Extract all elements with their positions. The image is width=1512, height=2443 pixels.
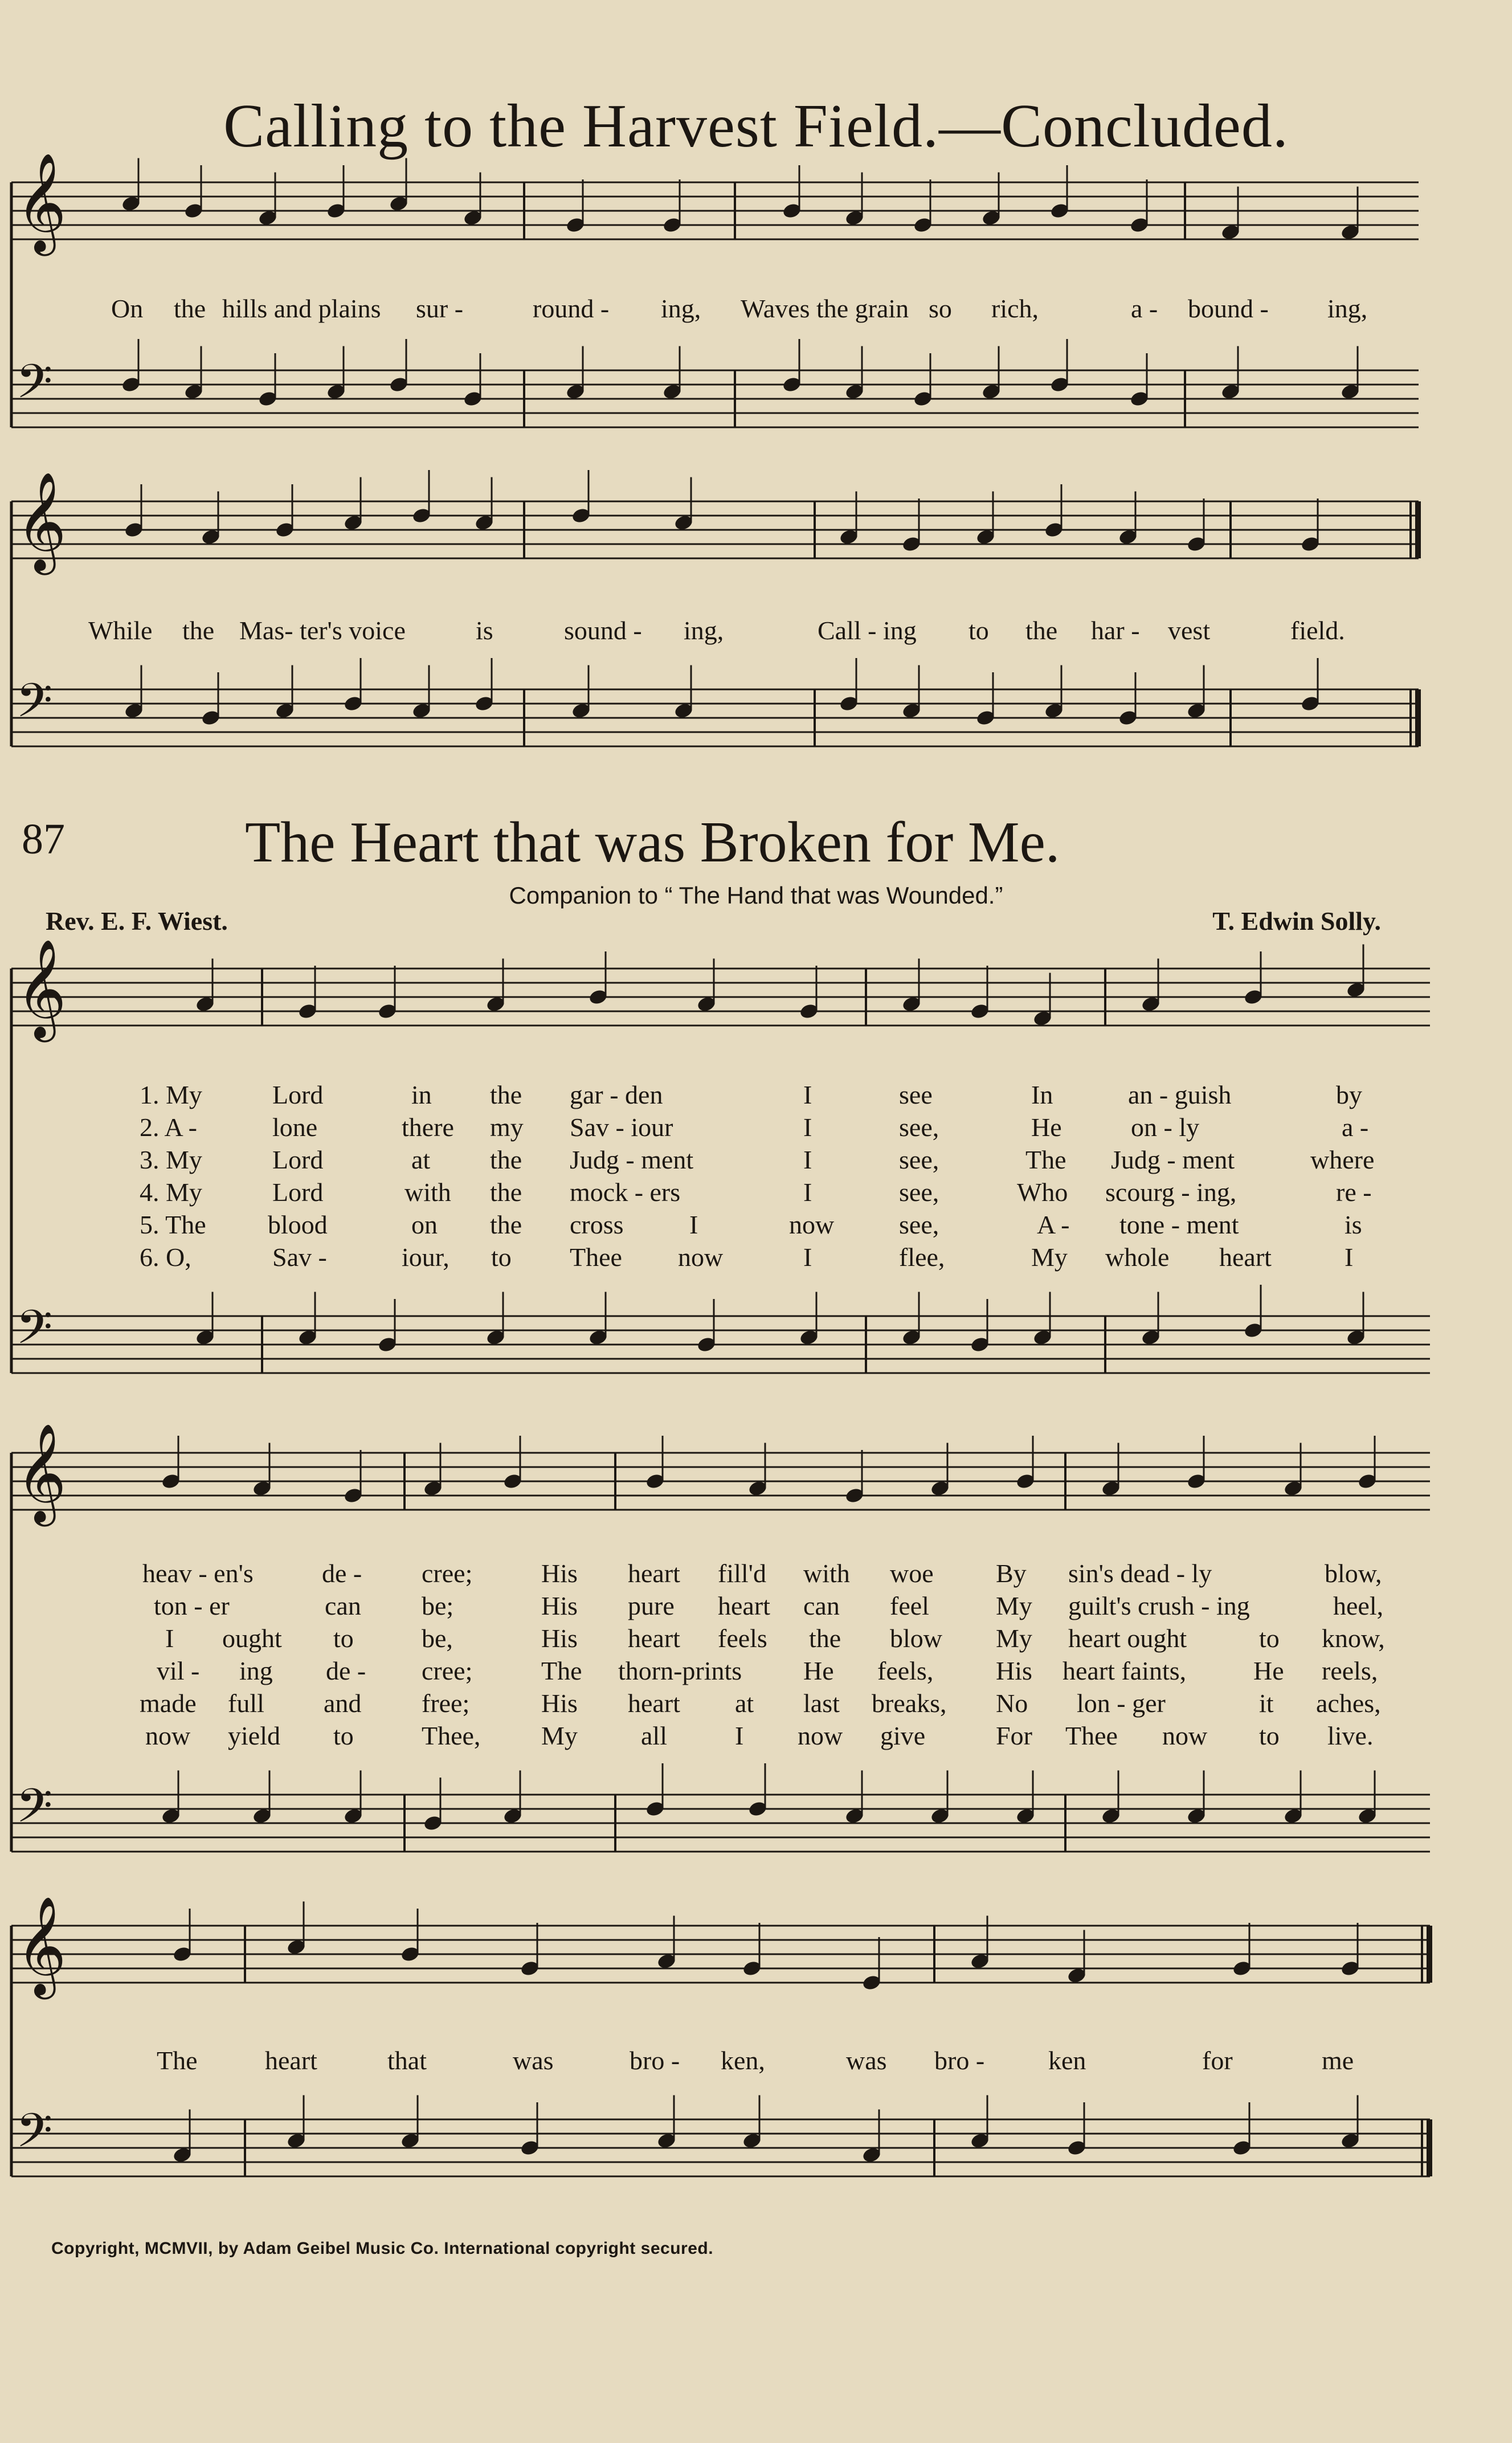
lyric-syllable: in	[411, 1080, 432, 1109]
lyric-syllable: lon - ger	[1077, 1689, 1166, 1718]
lyric-syllable: de -	[326, 1656, 366, 1685]
lyric-syllable: reels,	[1322, 1656, 1378, 1685]
lyric-syllable: har -	[1091, 616, 1140, 645]
lyric-syllable: feels,	[877, 1656, 934, 1685]
lyric-syllable: bound -	[1188, 294, 1269, 323]
lyric-syllable: blood	[268, 1210, 328, 1239]
lyric-syllable: the	[490, 1145, 522, 1174]
lyric-syllable: vil -	[157, 1656, 200, 1685]
lyric-syllable: heart ought	[1068, 1624, 1187, 1653]
lyric-syllable: blow,	[1325, 1559, 1382, 1588]
lyric-syllable: where	[1310, 1145, 1375, 1174]
lyric-syllable: ing,	[661, 294, 701, 323]
lyric-syllable: now	[678, 1243, 724, 1272]
lyric-syllable: sound -	[564, 616, 642, 645]
lyric-syllable: a -	[1131, 294, 1158, 323]
lyric-syllable: breaks,	[872, 1689, 947, 1718]
treble-clef-icon: 𝄞	[16, 1423, 67, 1522]
lyric-syllable: vest	[1168, 616, 1211, 645]
lyric-syllable: see,	[899, 1145, 939, 1174]
lyric-syllable: is	[476, 616, 493, 645]
lyric-syllable: Mas- ter's voice	[239, 616, 406, 645]
treble-clef-icon: 𝄞	[16, 472, 67, 571]
composer-credit: T. Edwin Solly.	[1212, 906, 1381, 935]
lyric-syllable: see,	[899, 1113, 939, 1142]
lyric-syllable: can	[325, 1591, 361, 1620]
lyric-syllable: the	[490, 1210, 522, 1239]
lyric-syllable: Lord	[272, 1080, 324, 1109]
lyric-syllable: now	[789, 1210, 835, 1239]
lyric-syllable: I	[803, 1145, 812, 1174]
lyric-syllable: a -	[1342, 1113, 1369, 1142]
lyric-syllable: bro -	[934, 2046, 985, 2075]
lyric-syllable: ken	[1048, 2046, 1086, 2075]
lyric-syllable: Thee	[570, 1243, 622, 1272]
lyric-syllable: by	[1336, 1080, 1362, 1109]
lyric-syllable: Judg - ment	[1111, 1145, 1235, 1174]
lyric-syllable: ought	[222, 1624, 282, 1653]
lyric-syllable: iour,	[402, 1243, 449, 1272]
lyric-syllable: 3. My	[140, 1145, 202, 1174]
lyric-syllable: feel	[890, 1591, 929, 1620]
lyric-syllable: to	[1259, 1721, 1280, 1750]
lyric-syllable: heart faints,	[1063, 1656, 1187, 1685]
lyric-syllable: there	[402, 1113, 454, 1142]
lyric-syllable: yield	[228, 1721, 280, 1750]
lyric-syllable: The	[1025, 1145, 1066, 1174]
lyric-syllable: His	[541, 1624, 578, 1653]
lyric-syllable: sin's dead - ly	[1068, 1559, 1212, 1588]
lyric-syllable: My	[541, 1721, 578, 1750]
lyric-syllable: now	[798, 1721, 843, 1750]
lyric-syllable: heav - en's	[142, 1559, 254, 1588]
lyric-syllable: No	[996, 1689, 1028, 1718]
lyric-syllable: to	[491, 1243, 512, 1272]
lyric-syllable: at	[411, 1145, 431, 1174]
lyric-syllable: ing,	[684, 616, 724, 645]
lyric-syllable: be,	[422, 1624, 453, 1653]
lyric-syllable: at	[735, 1689, 754, 1718]
hymn-title-concluded: Calling to the Harvest Field.—Concluded.	[223, 92, 1289, 160]
lyric-syllable: I	[803, 1113, 812, 1142]
lyric-syllable: all	[641, 1721, 667, 1750]
lyric-syllable: aches,	[1316, 1689, 1381, 1718]
lyric-syllable: is	[1345, 1210, 1362, 1239]
lyric-syllable: I	[735, 1721, 744, 1750]
lyric-syllable: heart	[628, 1559, 680, 1588]
lyric-syllable: an - guish	[1128, 1080, 1232, 1109]
author-credit: Rev. E. F. Wiest.	[46, 906, 228, 935]
lyric-syllable: round -	[533, 294, 610, 323]
hymn-number: 87	[22, 815, 65, 863]
lyric-syllable: re -	[1336, 1178, 1372, 1207]
lyric-syllable: it	[1259, 1689, 1274, 1718]
lyric-syllable: gar - den	[570, 1080, 663, 1109]
lyric-syllable: He	[1031, 1113, 1062, 1142]
lyric-syllable: woe	[890, 1559, 934, 1588]
lyric-syllable: see,	[899, 1210, 939, 1239]
lyric-syllable: field.	[1290, 616, 1345, 645]
lyric-syllable: with	[404, 1178, 451, 1207]
lyric-syllable: I	[165, 1624, 174, 1653]
final-bar-line	[1427, 2119, 1432, 2176]
lyric-syllable: The	[157, 2046, 198, 2075]
lyric-syllable: 1. My	[140, 1080, 202, 1109]
lyric-syllable: Judg - ment	[570, 1145, 694, 1174]
lyric-syllable: My	[996, 1591, 1032, 1620]
lyric-syllable: the	[490, 1178, 522, 1207]
lyric-syllable: de -	[322, 1559, 362, 1588]
lyric-syllable: 2. A -	[140, 1113, 197, 1142]
lyric-syllable: fill'd	[718, 1559, 766, 1588]
lyric-syllable: full	[228, 1689, 264, 1718]
lyric-syllable: and	[324, 1689, 362, 1718]
lyric-syllable: My	[996, 1624, 1032, 1653]
lyric-syllable: can	[803, 1591, 840, 1620]
lyric-syllable: the	[809, 1624, 841, 1653]
lyric-syllable: His	[996, 1656, 1032, 1685]
hymn-title: The Heart that was Broken for Me.	[245, 810, 1060, 875]
lyric-syllable: ton - er	[154, 1591, 230, 1620]
lyric-syllable: Lord	[272, 1145, 324, 1174]
lyric-syllable: give	[880, 1721, 926, 1750]
lyric-syllable: bro -	[630, 2046, 680, 2075]
lyric-syllable: now	[1162, 1721, 1208, 1750]
final-bar-line	[1415, 689, 1421, 746]
lyric-syllable: to	[333, 1721, 354, 1750]
lyric-syllable: In	[1031, 1080, 1053, 1109]
lyric-syllable: ken,	[721, 2046, 765, 2075]
lyric-syllable: For	[996, 1721, 1032, 1750]
lyric-syllable: to	[333, 1624, 354, 1653]
lyric-syllable: hills and plains	[222, 294, 381, 323]
lyric-syllable: 4. My	[140, 1178, 202, 1207]
lyric-syllable: Thee	[1065, 1721, 1118, 1750]
final-bar-line	[1415, 501, 1421, 558]
bass-clef-icon: 𝄢	[16, 1300, 53, 1366]
lyric-syllable: pure	[628, 1591, 675, 1620]
lyric-syllable: know,	[1322, 1624, 1385, 1653]
lyric-syllable: scourg - ing,	[1105, 1178, 1237, 1207]
lyric-syllable: whole	[1105, 1243, 1170, 1272]
lyric-syllable: His	[541, 1559, 578, 1588]
lyric-syllable: Who	[1017, 1178, 1068, 1207]
lyric-syllable: By	[996, 1559, 1027, 1588]
lyric-syllable: Sav - iour	[570, 1113, 673, 1142]
lyric-syllable: A -	[1037, 1210, 1070, 1239]
lyric-syllable: 5. The	[140, 1210, 206, 1239]
lyric-syllable: ing	[239, 1656, 273, 1685]
treble-clef-icon: 𝄞	[16, 153, 67, 252]
lyric-syllable: cree;	[422, 1559, 473, 1588]
lyric-syllable: His	[541, 1689, 578, 1718]
lyric-syllable: the	[174, 294, 206, 323]
lyric-syllable: for	[1202, 2046, 1233, 2075]
lyric-syllable: that	[387, 2046, 427, 2075]
lyric-syllable: I	[803, 1243, 812, 1272]
lyric-syllable: While	[88, 616, 153, 645]
copyright-notice: Copyright, MCMVII, by Adam Geibel Music Co. International copyright secured.	[51, 2239, 714, 2258]
lyric-syllable: My	[1031, 1243, 1068, 1272]
lyric-syllable: Thee,	[422, 1721, 481, 1750]
lyric-syllable: was	[513, 2046, 554, 2075]
lyric-syllable: Lord	[272, 1178, 324, 1207]
lyric-syllable: heart	[265, 2046, 317, 2075]
bass-clef-icon: 𝄢	[16, 673, 53, 740]
lyric-syllable: the	[1025, 616, 1058, 645]
lyric-syllable: me	[1322, 2046, 1354, 2075]
lyric-syllable: tone - ment	[1119, 1210, 1239, 1239]
lyric-syllable: rich,	[991, 294, 1039, 323]
companion-note: Companion to “ The Hand that was Wounded.”	[509, 882, 1003, 909]
lyric-syllable: heart	[628, 1624, 680, 1653]
lyric-syllable: lone	[272, 1113, 318, 1142]
lyric-syllable: 6. O,	[140, 1243, 191, 1272]
lyric-syllable: to	[1259, 1624, 1280, 1653]
treble-clef-icon: 𝄞	[16, 1896, 67, 1995]
lyric-syllable: His	[541, 1591, 578, 1620]
lyric-syllable: the	[182, 616, 215, 645]
lyric-syllable: was	[846, 2046, 887, 2075]
lyric-syllable: cree;	[422, 1656, 473, 1685]
lyric-syllable: I	[689, 1210, 698, 1239]
lyric-syllable: now	[145, 1721, 191, 1750]
final-bar-line	[1427, 1926, 1432, 1983]
lyric-syllable: ing,	[1327, 294, 1368, 323]
lyric-syllable: heel,	[1333, 1591, 1384, 1620]
lyric-syllable: made	[140, 1689, 197, 1718]
lyric-syllable: last	[803, 1689, 840, 1718]
lyric-syllable: my	[490, 1113, 524, 1142]
lyric-syllable: Sav -	[272, 1243, 327, 1272]
lyric-syllable: on - ly	[1131, 1113, 1200, 1142]
lyric-syllable: to	[969, 616, 989, 645]
lyric-syllable: heart	[628, 1689, 680, 1718]
lyric-syllable: live.	[1327, 1721, 1374, 1750]
lyric-syllable: be;	[422, 1591, 454, 1620]
lyric-syllable: mock - ers	[570, 1178, 681, 1207]
lyric-syllable: He	[803, 1656, 834, 1685]
lyric-syllable: thorn-prints	[618, 1656, 742, 1685]
lyric-syllable: I	[1345, 1243, 1354, 1272]
lyric-syllable: on	[411, 1210, 438, 1239]
lyric-syllable: with	[803, 1559, 850, 1588]
lyric-syllable: heart	[718, 1591, 770, 1620]
bass-clef-icon: 𝄢	[16, 354, 53, 420]
lyric-syllable: I	[803, 1080, 812, 1109]
lyric-syllable: On	[111, 294, 144, 323]
treble-clef-icon: 𝄞	[16, 939, 67, 1038]
lyric-syllable: Call - ing	[818, 616, 917, 645]
lyric-syllable: feels	[718, 1624, 767, 1653]
lyric-syllable: He	[1253, 1656, 1284, 1685]
lyric-syllable: The	[541, 1656, 582, 1685]
lyric-syllable: so	[929, 294, 952, 323]
lyric-syllable: guilt's crush - ing	[1068, 1591, 1250, 1620]
lyric-syllable: heart	[1219, 1243, 1272, 1272]
lyric-syllable: I	[803, 1178, 812, 1207]
lyric-syllable: Waves the grain	[741, 294, 909, 323]
bass-clef-icon: 𝄢	[16, 1778, 53, 1845]
lyric-syllable: see	[899, 1080, 933, 1109]
bass-clef-icon: 𝄢	[16, 2103, 53, 2170]
lyric-syllable: see,	[899, 1178, 939, 1207]
lyric-syllable: cross	[570, 1210, 624, 1239]
lyric-syllable: free;	[422, 1689, 470, 1718]
lyric-syllable: sur -	[416, 294, 464, 323]
lyric-syllable: flee,	[899, 1243, 945, 1272]
lyric-syllable: blow	[890, 1624, 942, 1653]
lyric-syllable: the	[490, 1080, 522, 1109]
